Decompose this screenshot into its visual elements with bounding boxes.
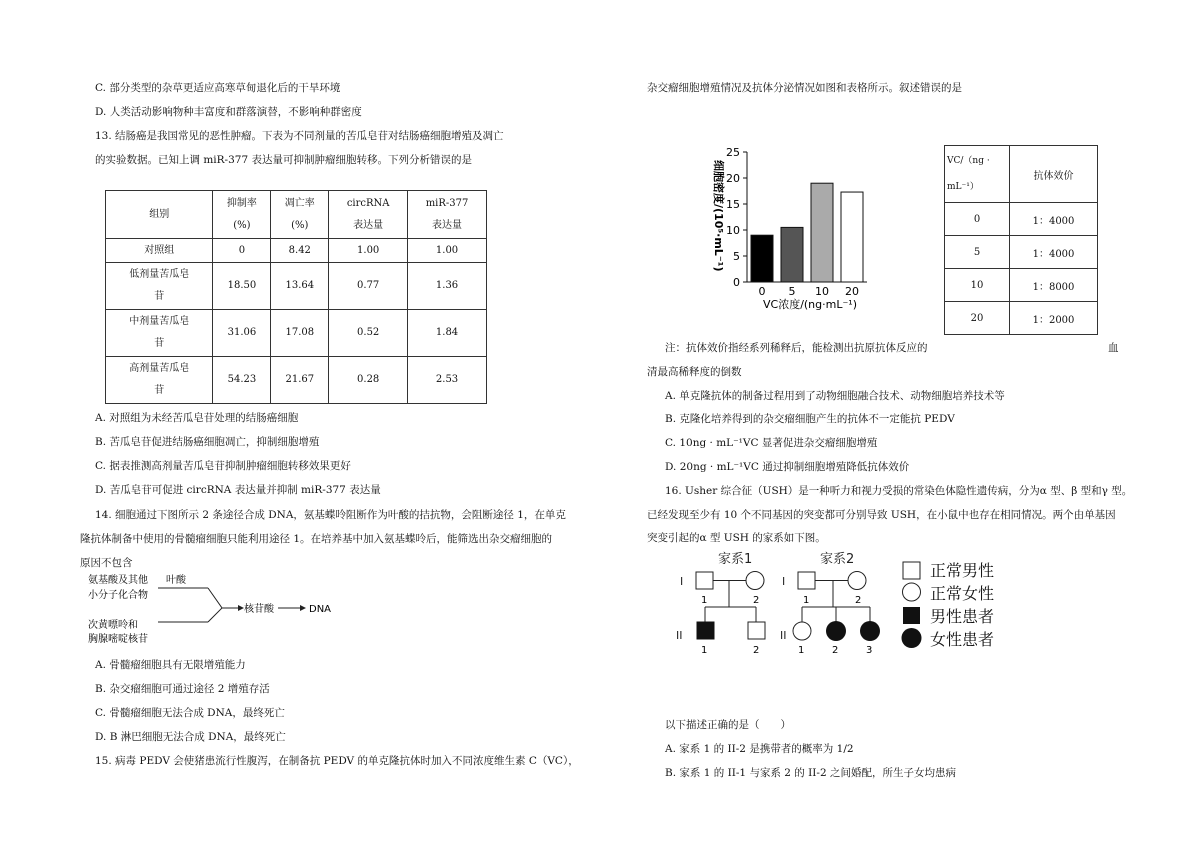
- pathway-nucleotide-label: 核苷酸: [244, 604, 274, 615]
- table-cell: 对照组: [106, 239, 213, 263]
- generation-i-label: I: [680, 575, 684, 588]
- individual-number: 1: [798, 645, 805, 656]
- table-cell: 0: [945, 203, 1010, 236]
- q16-stem-line3: 突变引起的α 型 USH 的家系如下图。: [647, 532, 826, 544]
- pathway-source-2b: 胸腺嘧啶核苷: [88, 634, 148, 645]
- table-row: [106, 310, 487, 357]
- table-row: [106, 357, 487, 404]
- q15-option-b: B. 克隆化培养得到的杂交瘤细胞产生的抗体不一定能抗 PEDV: [665, 413, 955, 425]
- table-row: [106, 263, 487, 310]
- table-cell: 54.23: [213, 357, 271, 404]
- individual-number: 3: [866, 645, 873, 656]
- q13-stem-line1: 13. 结肠癌是我国常见的恶性肿瘤。下表为不同剂量的苦瓜皂苷对结肠癌细胞增殖及凋亡: [95, 130, 504, 142]
- table-cell: 18.50: [213, 263, 271, 310]
- table-cell: 0.77: [329, 263, 408, 310]
- q14-stem-line1: 14. 细胞通过下图所示 2 条途径合成 DNA，氨基蝶呤阻断作为叶酸的拮抗物，会阻断途径 1，在单克: [95, 509, 566, 521]
- affected-male-icon: [697, 622, 714, 639]
- table-header: miR-377 表达量: [408, 191, 487, 239]
- q13-option-a: A. 对照组为未经苦瓜皂苷处理的结肠癌细胞: [95, 412, 299, 424]
- q13-option-b: B. 苦瓜皂苷促进结肠癌细胞凋亡，抑制细胞增殖: [95, 436, 320, 448]
- chart-x-tick-label: 20: [845, 285, 859, 298]
- table-cell: 1：4000: [1010, 236, 1098, 269]
- legend-label: 男性患者: [930, 607, 995, 626]
- table-cell: 10: [945, 269, 1010, 302]
- table-row: [945, 302, 1098, 335]
- q15-option-c: C. 10ng · mL⁻¹VC 显著促进杂交瘤细胞增殖: [665, 437, 878, 449]
- q15-option-d: D. 20ng · mL⁻¹VC 通过抑制细胞增殖降低抗体效价: [665, 461, 910, 473]
- legend-affected-male-icon: [903, 607, 920, 624]
- table-row: [945, 269, 1098, 302]
- normal-male-icon: [798, 572, 815, 589]
- table-cell: 13.64: [271, 263, 329, 310]
- q15-stem-line2: 杂交瘤细胞增殖情况及抗体分泌情况如图和表格所示。叙述错误的是: [647, 82, 962, 94]
- dna-synthesis-pathway-diagram: [80, 570, 360, 648]
- pathway-dna-label: DNA: [309, 604, 332, 615]
- table-cell: 1.00: [408, 239, 487, 263]
- q14-stem-line2: 隆抗体制备中使用的骨髓瘤细胞只能利用途径 1。在培养基中加入氨基蝶呤后，能筛选出杂交瘤细胞的: [80, 533, 553, 545]
- normal-male-icon: [748, 622, 765, 639]
- table-cell: 1.00: [329, 239, 408, 263]
- legend-normal-male-icon: [903, 562, 920, 579]
- q14-option-d: D. B 淋巴细胞无法合成 DNA，最终死亡: [95, 731, 286, 743]
- normal-female-icon: [848, 572, 866, 590]
- table-header: 凋亡率 (%): [271, 191, 329, 239]
- affected-female-icon: [860, 621, 880, 641]
- q14-stem-line3: 原因不包含: [80, 557, 133, 569]
- q16-stem-line2: 已经发现至少有 10 个不同基因的突变都可分别导致 USH，在小鼠中也存在相同情况。两个由单基因: [647, 509, 1116, 521]
- q15-antibody-titer-table: [944, 145, 1098, 335]
- table-cell: 21.67: [271, 357, 329, 404]
- q16-stem-line1: 16. Usher 综合征（USH）是一种听力和视力受损的常染色体隐性遗传病，分为α 型、β 型和γ 型。: [665, 485, 1133, 497]
- individual-number: 2: [753, 645, 760, 656]
- normal-female-icon: [793, 622, 811, 640]
- q13-data-table: [105, 190, 487, 404]
- table-cell: 0.28: [329, 357, 408, 404]
- chart-x-axis-label: VC浓度/(ng·mL⁻¹): [762, 298, 858, 311]
- q15-stem-line1: 15. 病毒 PEDV 会使猪患流行性腹泻，在制备抗 PEDV 的单克隆抗体时加入不同浓度维生素 C（VC），: [95, 755, 579, 767]
- table-row: [106, 239, 487, 263]
- normal-male-icon: [696, 572, 713, 589]
- table-cell: 1：8000: [1010, 269, 1098, 302]
- table-cell: 1.36: [408, 263, 487, 310]
- table-cell: 5: [945, 236, 1010, 269]
- table-cell: 高剂量苦瓜皂 苷: [106, 357, 213, 404]
- table-cell: 0: [213, 239, 271, 263]
- table-cell: 20: [945, 302, 1010, 335]
- chart-y-tick-label: 10: [726, 224, 740, 237]
- pathway-source-1a: 氨基酸及其他: [88, 575, 148, 586]
- table-cell: 1.84: [408, 310, 487, 357]
- chart-bar: [841, 192, 863, 282]
- chart-y-tick-label: 5: [733, 250, 740, 263]
- generation-ii-label: II: [780, 629, 787, 642]
- table-cell: 中剂量苦瓜皂 苷: [106, 310, 213, 357]
- table-header: 组别: [106, 191, 213, 239]
- q15-note-line2: 清最高稀释度的倒数: [647, 366, 742, 378]
- chart-y-axis-label: 细胞密度/(10⁵·mL⁻¹): [712, 160, 725, 272]
- cell-density-bar-chart: [705, 140, 875, 315]
- table-header: 抑制率 (%): [213, 191, 271, 239]
- table-header: 抗体效价: [1010, 146, 1098, 203]
- q14-option-a: A. 骨髓瘤细胞具有无限增殖能力: [95, 659, 246, 671]
- table-cell: 0.52: [329, 310, 408, 357]
- pathway-merge-line: [208, 588, 222, 622]
- chart-x-tick-label: 5: [788, 285, 796, 298]
- legend-normal-female-icon: [903, 583, 921, 601]
- table-cell: 2.53: [408, 357, 487, 404]
- chart-y-tick-label: 20: [726, 172, 740, 185]
- q15-note-tail: 血: [1108, 342, 1119, 354]
- q15-note-line1: 注：抗体效价指经系列稀释后，能检测出抗原抗体反应的: [665, 342, 928, 354]
- chart-y-tick-label: 25: [726, 146, 740, 159]
- q13-option-c: C. 据表推测高剂量苦瓜皂苷抑制肿瘤细胞转移效果更好: [95, 460, 351, 472]
- pathway-source-1b: 小分子化合物: [88, 590, 148, 601]
- table-cell: 1：2000: [1010, 302, 1098, 335]
- legend-label: 正常男性: [930, 561, 995, 580]
- table-cell: 31.06: [213, 310, 271, 357]
- chart-x-tick-label: 10: [815, 285, 829, 298]
- family2-label: 家系2: [820, 552, 855, 567]
- table-row: [945, 236, 1098, 269]
- q15-option-a: A. 单克隆抗体的制备过程用到了动物细胞融合技术、动物细胞培养技术等: [665, 390, 1005, 402]
- individual-number: 1: [803, 595, 810, 606]
- family1-label: 家系1: [718, 552, 753, 567]
- chart-y-tick-label: 15: [726, 198, 740, 211]
- chart-bar: [751, 235, 773, 282]
- table-header: circRNA 表达量: [329, 191, 408, 239]
- pathway-folate-label: 叶酸: [166, 575, 186, 586]
- prev-option-d: D. 人类活动影响物种丰富度和群落演替，不影响种群密度: [95, 106, 362, 118]
- table-cell: 8.42: [271, 239, 329, 263]
- generation-i-label: I: [782, 575, 786, 588]
- individual-number: 1: [701, 645, 708, 656]
- table-header: VC/（ng · mL⁻¹）: [945, 146, 1010, 203]
- table-cell: 17.08: [271, 310, 329, 357]
- individual-number: 2: [832, 645, 839, 656]
- normal-female-icon: [746, 572, 764, 590]
- individual-number: 2: [855, 595, 862, 606]
- q16-option-a: A. 家系 1 的 II-2 是携带者的概率为 1/2: [665, 743, 854, 755]
- legend-label: 女性患者: [930, 630, 995, 649]
- legend-label: 正常女性: [930, 584, 995, 603]
- q14-option-c: C. 骨髓瘤细胞无法合成 DNA，最终死亡: [95, 707, 285, 719]
- q13-option-d: D. 苦瓜皂苷可促进 circRNA 表达量并抑制 miR-377 表达量: [95, 484, 381, 496]
- affected-female-icon: [826, 621, 846, 641]
- legend-affected-female-icon: [902, 628, 922, 648]
- generation-ii-label: II: [676, 629, 683, 642]
- q13-stem-line2: 的实验数据。已知上调 miR-377 表达量可抑制肿瘤细胞转移。下列分析错误的是: [95, 154, 472, 166]
- chart-x-tick-label: 0: [758, 285, 766, 298]
- individual-number: 2: [753, 595, 760, 606]
- pathway-source-2a: 次黄嘌呤和: [88, 620, 138, 631]
- q16-option-b: B. 家系 1 的 II-1 与家系 2 的 II-2 之间婚配，所生子女均患病: [665, 767, 956, 779]
- q14-option-b: B. 杂交瘤细胞可通过途径 2 增殖存活: [95, 683, 270, 695]
- q16-question: 以下描述正确的是（ ）: [665, 719, 791, 731]
- pedigree-diagram: [670, 545, 1010, 660]
- table-row: [945, 203, 1098, 236]
- chart-y-tick-label: 0: [733, 276, 740, 289]
- chart-bar: [781, 227, 803, 282]
- prev-option-c: C. 部分类型的杂草更适应高寒草甸退化后的干旱环境: [95, 82, 341, 94]
- arrow-head-icon: [300, 605, 306, 611]
- table-cell: 1：4000: [1010, 203, 1098, 236]
- individual-number: 1: [701, 595, 708, 606]
- chart-bar: [811, 183, 833, 282]
- table-cell: 低剂量苦瓜皂 苷: [106, 263, 213, 310]
